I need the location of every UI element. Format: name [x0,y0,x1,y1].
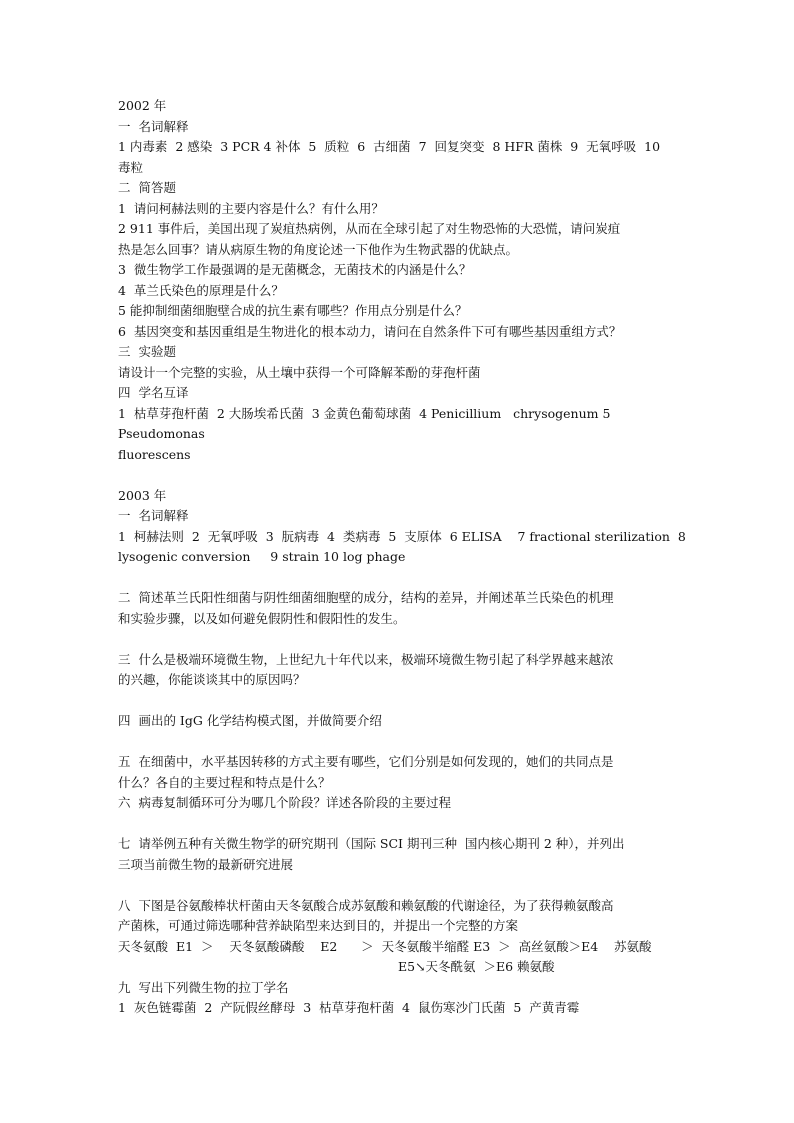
question: 五 在细菌中，水平基因转移的方式主要有哪些，它们分别是如何发现的，她们的共同点是 [118,754,614,769]
terms-line: 1 灰色链霉菌 2 产阮假丝酵母 3 枯草芽孢杆菌 4 鼠伤寒沙门氏菌 5 产黄青霉 [118,1000,580,1015]
question: 的兴趣，你能谈谈其中的原因吗？ [118,672,306,687]
spacer [118,629,690,650]
terms-line: 1 柯赫法则 2 无氧呼吸 3 朊病毒 4 类病毒 5 支原体 6 ELISA 7 fractional sterilization 8 [118,528,686,544]
question: 3 微生物学工作最强调的是无菌概念，无菌技术的内涵是什么？ [118,262,472,277]
question: 三 什么是极端环境微生物，上世纪九十年代以来，极端环境微生物引起了科学界越来越浓 [118,651,614,667]
terms-line: 毒粒 [118,159,144,175]
section-title: 一 名词解释 [118,118,189,134]
terms-line: 1 内毒素 2 感染 3 PCR 4 补体 5 质粒 6 古细菌 7 回复突变 8 HFR 菌株 9 无氧呼吸 10 [118,139,661,154]
question: 热是怎么回事？请从病原生物的角度论述一下他作为生物武器的优缺点。 [118,241,519,257]
question: 二 简述革兰氏阳性细菌与阴性细菌细胞壁的成分，结构的差异，并阐述革兰氏染色的机理 [118,590,614,605]
year-2003-heading: 2003 年 [118,487,167,503]
question: 5 能抑制细菌细胞壁合成的抗生素有哪些？作用点分别是什么？ [118,303,468,318]
spacer [118,568,690,589]
spacer [118,465,690,486]
section-title: 四 学名互译 [118,385,189,400]
question: 产菌株，可通过筛选哪种营养缺陷型来达到目的，并提出一个完整的方案 [118,918,519,933]
question: 三项当前微生物的最新研究进展 [118,856,294,872]
spacer [118,691,690,712]
pathway-line: E5↘天冬酰氨 ＞E6 赖氨酸 [398,959,555,974]
question: 和实验步骤，以及如何避免假阴性和假阳性的发生。 [118,610,406,626]
question: 1 请问柯赫法则的主要内容是什么？有什么用？ [118,200,384,216]
section-title: 一 名词解释 [118,508,189,523]
terms-line: fluorescens [118,446,191,462]
pathway-line: 天冬氨酸 E1 ＞ 天冬氨酸磷酸 E2 ＞ 天冬氨酸半缩醛 E3 ＞ 高丝氨酸＞E4 苏氨酸 [118,938,652,954]
terms-line: 1 枯草芽孢杆菌 2 大肠埃希氏菌 3 金黄色葡萄球菌 4 Penicillium chrysogenum 5 Pseudomonas [118,405,615,441]
spacer [118,814,690,835]
question: 七 请举例五种有关微生物学的研究期刊（国际 SCI 期刊三种 国内核心期刊 2 种），并列出 [118,836,625,851]
terms-line: lysogenic conversion 9 strain 10 log phage [118,549,406,564]
question: 请设计一个完整的实验，从土壤中获得一个可降解苯酚的芽孢杆菌 [118,364,481,380]
question: 什么？各自的主要过程和特点是什么？ [118,774,331,790]
year-2002-heading: 2002 年 [118,98,167,113]
question: 六 病毒复制循环可分为哪几个阶段？详述各阶段的主要过程 [118,795,451,810]
document-body [118,96,690,1019]
question: 八 下图是谷氨酸棒状杆菌由天冬氨酸合成苏氨酸和赖氨酸的代谢途径，为了获得赖氨酸高 [118,897,614,913]
spacer [118,875,690,896]
question: 2 911 事件后，美国出现了炭疽热病例，从而在全球引起了对生物恐怖的大恐慌，请问炭疽 [118,221,621,236]
spacer [118,732,690,753]
section-title: 三 实验题 [118,344,176,359]
section-title: 二 简答题 [118,180,176,195]
section-title: 九 写出下列微生物的拉丁学名 [118,979,289,995]
question: 4 革兰氏染色的原理是什么？ [118,282,284,298]
question: 6 基因突变和基因重组是生物进化的根本动力，请问在自然条件下可有哪些基因重组方式？ [118,323,622,339]
question: 四 画出的 IgG 化学结构模式图，并做简要介绍 [118,713,382,728]
